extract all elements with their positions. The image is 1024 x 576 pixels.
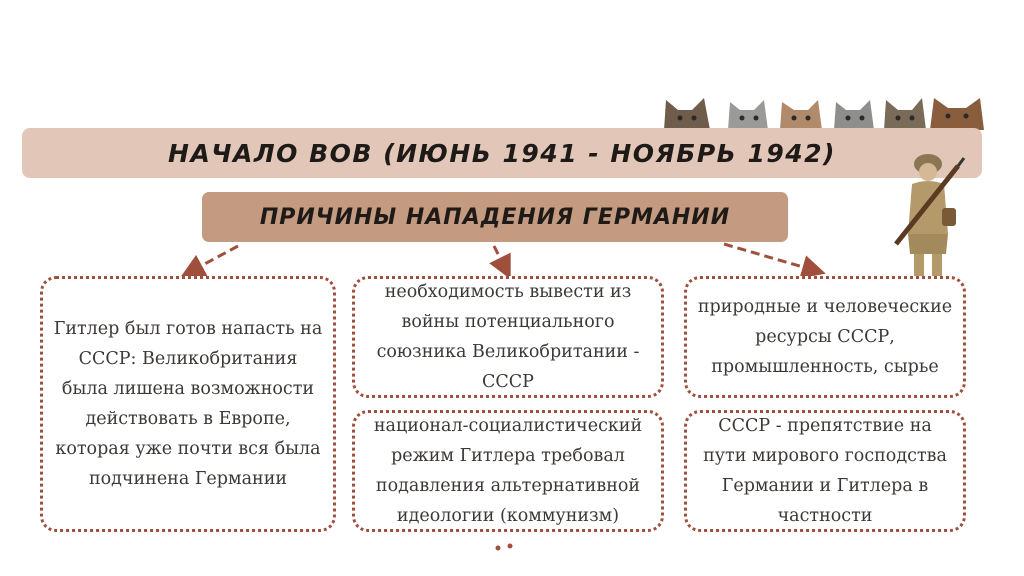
cause-box-right-bottom <box>684 410 966 532</box>
cause-text: Гитлер был готов напасть на СССР: Великобритания была лишена возможности действовать в Европе, которая уже почти вся была подчинена Германии <box>53 319 323 489</box>
arrow-stub <box>496 546 501 551</box>
arrow-center <box>494 246 508 274</box>
cause-box-center-top <box>352 276 664 398</box>
page-title: НАЧАЛО ВОВ (ИЮНЬ 1941 - НОЯБРЬ 1942) <box>168 138 836 168</box>
cause-text: необходимость вывести из войны потенциального союзника Великобритании - СССР <box>376 282 640 392</box>
cat-3 <box>780 100 822 130</box>
cat-2 <box>728 100 768 130</box>
subtitle-bar <box>202 192 788 242</box>
cause-text: природные и человеческие ресурсы СССР, промышленность, сырье <box>697 297 953 377</box>
cat-heads-icon <box>662 94 986 130</box>
cause-text: национал-социалистический режим Гитлера требовал подавления альтернативной идеологии (коммунизм) <box>373 416 643 526</box>
cause-text: СССР - препятствие на пути мирового господства Германии и Гитлера в частности <box>703 416 947 526</box>
cause-box-left <box>40 276 336 532</box>
arrow-left <box>186 246 238 274</box>
cat-5 <box>884 98 926 130</box>
title-bar <box>22 128 982 178</box>
cat-4 <box>834 100 874 130</box>
cause-box-center-bottom <box>352 410 664 532</box>
arrow-right <box>724 244 820 272</box>
cause-box-right-top <box>684 276 966 398</box>
cat-6 <box>930 98 984 130</box>
cat-1 <box>664 98 710 130</box>
section-heading: ПРИЧИНЫ НАПАДЕНИЯ ГЕРМАНИИ <box>259 204 731 230</box>
